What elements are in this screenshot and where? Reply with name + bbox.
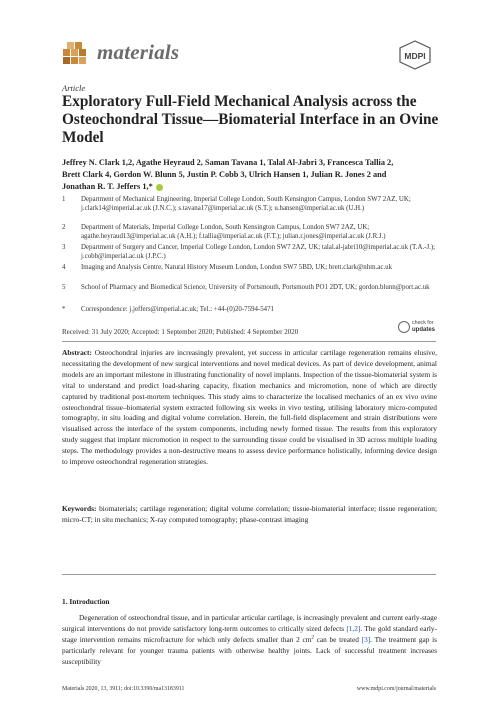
check-updates-text: check for updates <box>412 320 436 333</box>
citation-link[interactable]: [1,2] <box>346 623 361 633</box>
check-for-updates-badge[interactable] <box>398 319 438 341</box>
materials-logo-icon <box>62 40 92 66</box>
abstract-label: Abstract: <box>62 348 92 357</box>
section-heading: 1. Introduction <box>62 597 110 606</box>
affiliation-3: 3 Department of Surgery and Cancer, Imperial College London, London SW7 2AZ, UK; talal.al-jabri10@imperial.ac.uk (T.A.-J.); j.cobb@imperial.ac.uk (J.P.C.) <box>62 244 436 261</box>
affiliation-2: 2 Department of Materials, Imperial College London, South Kensington Campus, London SW7 2AZ, UK; agathe.heyraud13@imperial.ac.uk (A.H.); f.tallia@imperial.ac.uk (F.T.); julian.r.jones@imperial.ac.uk (J.R.J.) <box>62 224 386 241</box>
mdpi-logo <box>398 40 432 70</box>
article-type: Article <box>62 83 86 93</box>
mdpi-label: MDPI <box>404 51 426 61</box>
citation-link[interactable]: [3] <box>361 634 371 644</box>
publication-dates: Received: 31 July 2020; Accepted: 1 September 2020; Published: 4 September 2020 <box>62 328 299 336</box>
keywords-text: biomaterials; cartilage regeneration; digital volume correlation; tissue-biomaterial interface; tissue regeneration; micro-CT; in situ mechanics; X-ray computed tomography; phase-contrast imaging <box>62 504 437 524</box>
abstract <box>62 348 437 468</box>
footer-citation: Materials 2020, 13, 3911; doi:10.3390/ma13183911 <box>62 686 185 692</box>
abstract-text: Osteochondral injuries are increasingly prevalent, yet success in articular cartilage regeneration remains elusive, necessitating the development of new surgical interventions and novel medical devices. As part of device development, animal models are an important milestone in illustrating functionality of novel implants. Inspection of the tissue-biomaterial system is vital to understand and predict load-sharing capacity, fixation mechanics and micromotion, none of which are directly captured by traditional post-mortem techniques. This study aims to characterize the localised mechanics of an ex vivo ovine osteochondral tissue–biomaterial system extracted following six weeks in vivo testing, utilising laboratory micro-computed tomography, in situ loading and digital volume correlation. Herein, the full-field displacement and strain distributions were visualised across the interface of the system components, including newly formed tissue. The results from this exploratory study suggest that implant micromotion in respect to the surrounding tissue could be visualised in 3D across multiple loading steps. The methodology provides a non-destructive means to assess device performance holistically, informing device design to improve osteochondral regeneration strategies. <box>62 348 438 467</box>
check-updates-icon <box>398 321 410 333</box>
orcid-icon[interactable] <box>156 184 163 191</box>
keywords <box>62 504 437 526</box>
divider-top <box>62 341 436 342</box>
correspondence: * Correspondence: j.jeffers@imperial.ac.uk; Tel.: +44-(0)20-7594-5471 <box>62 306 274 313</box>
journal-name: materials <box>97 40 180 64</box>
article-title: Exploratory Full-Field Mechanical Analysis across the Osteochondral Tissue—Biomaterial Interface in an Ovine Model <box>62 93 439 146</box>
affiliation-1: 1 Department of Mechanical Engineering, Imperial College London, South Kensington Campus, London SW7 2AZ, UK; j.clark14@imperial.ac.uk (J.N.C.); s.tavana17@imperial.ac.uk (S.T.); u.hansen@imperial.ac.uk (U.H.) <box>62 196 411 213</box>
keywords-label: Keywords: <box>62 504 97 513</box>
author-line-3: Jonathan R. T. Jeffers 1,* <box>62 181 442 193</box>
footer-url[interactable]: www.mdpi.com/journal/materials <box>356 686 436 692</box>
author-line-1: Jeffrey N. Clark 1,2, Agathe Heyraud 2, Saman Tavana 1, Talal Al-Jabri 3, Francesca Tallia 2, <box>62 158 394 167</box>
author-list <box>62 157 442 193</box>
intro-paragraph: Degeneration of osteochondral tissue, and in particular articular cartilage, is increasingly prevalent and current early-stage surgical interventions do not provide satisfactory long-term outcomes to critically sized defects [1,2]. The gold standard early-stage intervention remains microfracture for which only defects smaller than 2 $cm^2$ can be treated [3]. The treatment gap is particularly relevant for younger trauma patients with otherwise healthy joints. Lack of successful treatment increases susceptibility <box>62 613 437 666</box>
affiliation-5: 5 School of Pharmacy and Biomedical Science, University of Portsmouth, Portsmouth PO1 2DT, UK; gordon.blunn@port.ac.uk <box>62 284 430 291</box>
affiliation-4: 4 Imaging and Analysis Centre, Natural History Museum London, London SW7 5BD, UK; brett.clark@nhm.ac.uk <box>62 264 393 271</box>
divider-bottom <box>62 574 436 575</box>
author-line-2: Brett Clark 4, Gordon W. Blunn 5, Justin P. Cobb 3, Ulrich Hansen 1, Julian R. Jones 2 and <box>62 170 387 179</box>
